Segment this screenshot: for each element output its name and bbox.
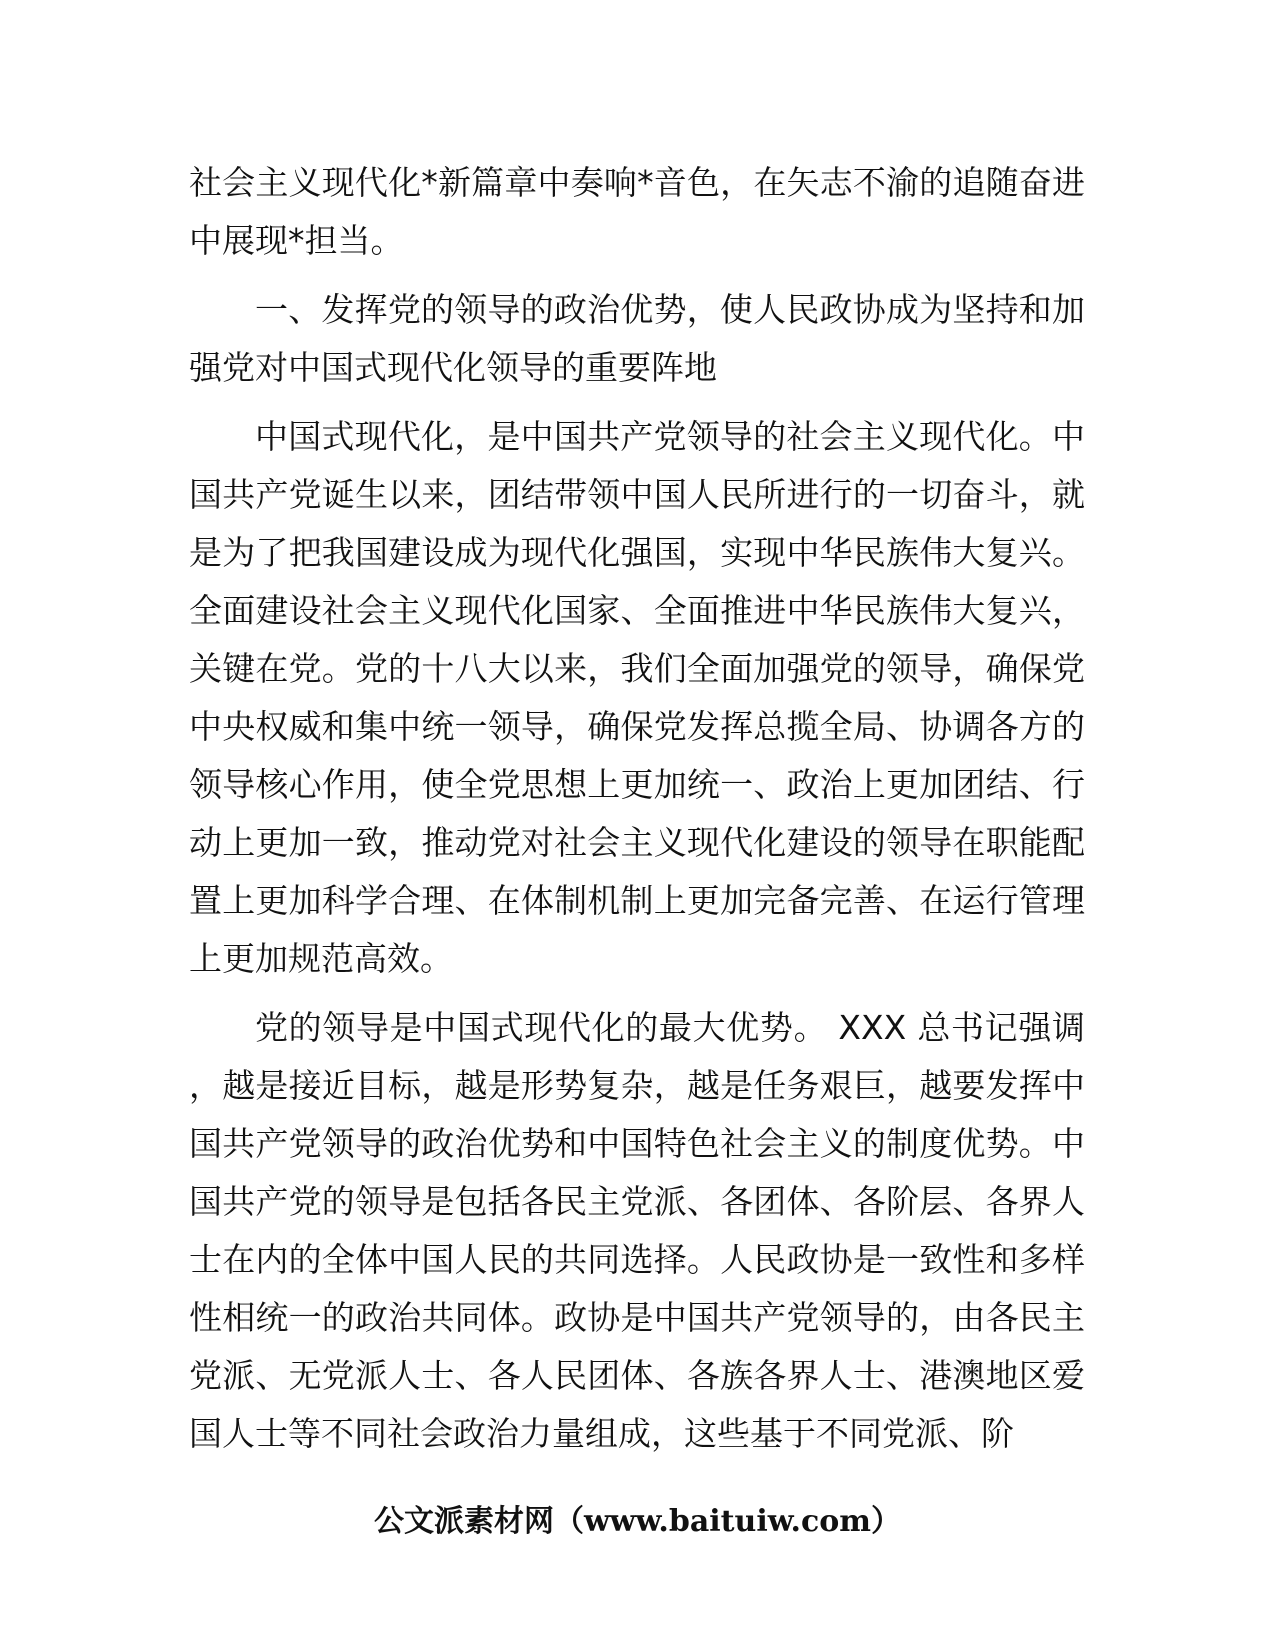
section-heading: 一、发挥党的领导的政治优势，使人民政协成为坚持和加强党对中国式现代化领导的重要阵地 — [189, 290, 1085, 387]
page-footer: 公文派素材网（www.baituiw.com） — [373, 1504, 902, 1539]
paragraph-continuation: 社会主义现代化*新篇章中奏响*音色，在矢志不渝的追随奋进中展现*担当。 — [189, 163, 1085, 260]
paragraph-body: 党的领导是中国式现代化的最大优势。 XXX 总书记强调，越是接近目标，越是形势复杂，越是任务艰巨，越要发挥中国共产党领导的政治优势和中国特色社会主义的制度优势。中国共产党的领导是包括各民主党派、各团体、各阶层、各界人士在内的全体中国人民的共同选择。人民政协是一致性和多样性相统一的政治共同体。政协是中国共产党领导的，由各民主党派、无党派人士、各人民团体、各族各界人士、港澳地区爱国人士等不同社会政治力量组成，这些基于不同党派、阶 — [189, 1008, 1085, 1453]
document-body — [189, 154, 1085, 1474]
paragraph-body: 中国式现代化，是中国共产党领导的社会主义现代化。中国共产党诞生以来，团结带领中国人民所进行的一切奋斗，就是为了把我国建设成为现代化强国，实现中华民族伟大复兴。全面建设社会主义现代化国家、全面推进中华民族伟大复兴，关键在党。党的十八大以来，我们全面加强党的领导，确保党中央权威和集中统一领导，确保党发挥总揽全局、协调各方的领导核心作用，使全党思想上更加统一、政治上更加团结、行动上更加一致，推动党对社会主义现代化建设的领导在职能配置上更加科学合理、在体制机制上更加完备完善、在运行管理上更加规范高效。 — [189, 417, 1085, 978]
